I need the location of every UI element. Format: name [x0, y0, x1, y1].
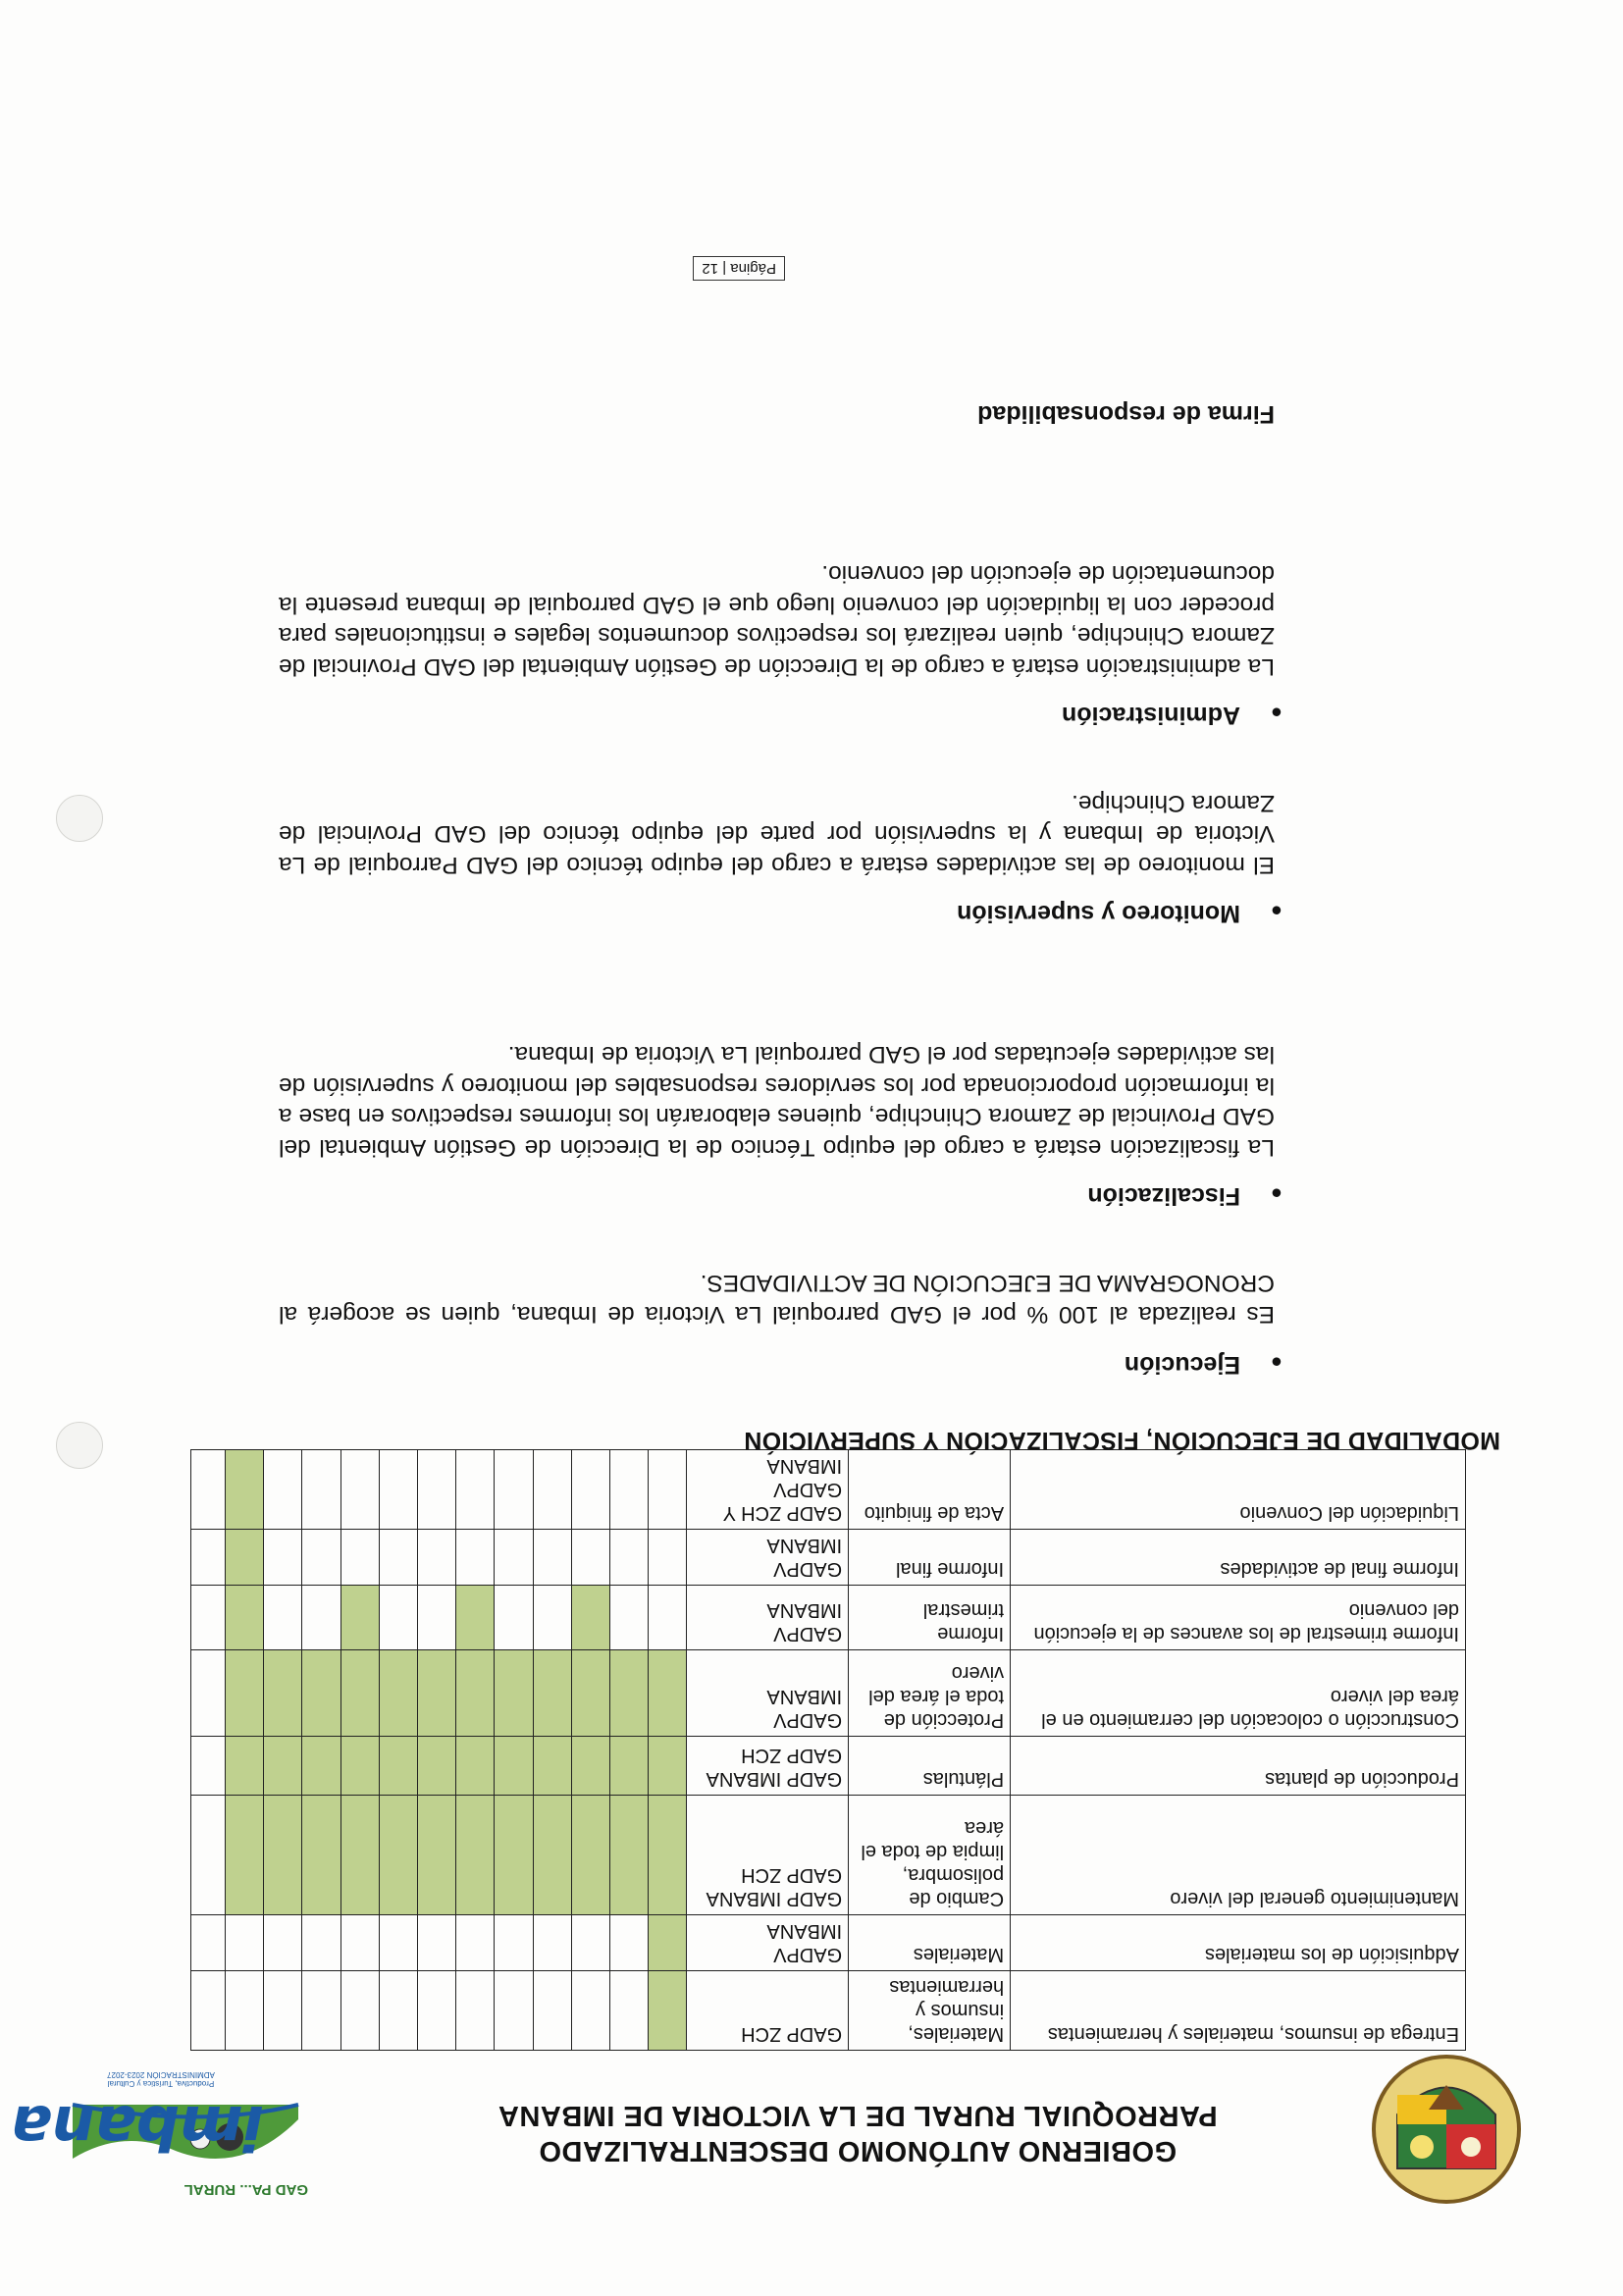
activity-cell: Entrega de insumos, materiales y herramientas — [1011, 1971, 1466, 2051]
month-cell-scheduled — [264, 1650, 302, 1737]
month-cell-empty — [571, 1971, 609, 2051]
table-row — [191, 1586, 1466, 1650]
month-cell-empty — [456, 1971, 495, 2051]
month-cell-empty — [191, 1530, 226, 1586]
month-cell-empty — [302, 1915, 340, 1971]
month-cell-scheduled — [340, 1737, 379, 1796]
month-cell-empty — [418, 1915, 456, 1971]
month-cell-empty — [533, 1971, 571, 2051]
month-cell-scheduled — [649, 1737, 687, 1796]
month-cell-empty — [418, 1971, 456, 2051]
bullet-icon: ● — [1270, 1182, 1283, 1204]
month-cell-scheduled — [418, 1650, 456, 1737]
month-cell-scheduled — [571, 1737, 609, 1796]
month-cell-empty — [418, 1450, 456, 1530]
logo-wordmark: imbana — [10, 2092, 264, 2164]
month-cell-empty — [418, 1586, 456, 1650]
month-cell-empty — [609, 1586, 648, 1650]
month-cell-empty — [456, 1530, 495, 1586]
activity-cell: Informe final de actividades — [1011, 1530, 1466, 1586]
month-cell-scheduled — [609, 1796, 648, 1915]
month-cell-scheduled — [649, 1915, 687, 1971]
table-row — [191, 1971, 1466, 2051]
month-cell-empty — [264, 1971, 302, 2051]
month-cell-scheduled — [456, 1796, 495, 1915]
imbana-logo — [10, 2051, 318, 2198]
table-row — [191, 1650, 1466, 1737]
activity-cell: Mantenimiento general del vivero — [1011, 1796, 1466, 1915]
month-cell-empty — [379, 1971, 417, 2051]
month-cell-empty — [302, 1586, 340, 1650]
month-cell-empty — [649, 1530, 687, 1586]
month-cell-empty — [379, 1530, 417, 1586]
month-cell-scheduled — [571, 1650, 609, 1737]
month-cell-empty — [495, 1586, 533, 1650]
month-cell-scheduled — [495, 1650, 533, 1737]
month-cell-scheduled — [340, 1586, 379, 1650]
month-cell-empty — [609, 1971, 648, 2051]
month-cell-scheduled — [302, 1737, 340, 1796]
table-row — [191, 1530, 1466, 1586]
bullet-icon: ● — [1270, 1351, 1283, 1373]
month-cell-scheduled — [533, 1737, 571, 1796]
month-cell-scheduled — [495, 1796, 533, 1915]
month-cell-scheduled — [649, 1796, 687, 1915]
responsible-cell: GADPV IMBANA — [687, 1915, 849, 1971]
month-cell-empty — [456, 1450, 495, 1530]
product-cell: Protección de toda el área del vivero — [849, 1650, 1011, 1737]
month-cell-scheduled — [609, 1737, 648, 1796]
month-cell-empty — [264, 1586, 302, 1650]
month-cell-scheduled — [609, 1650, 648, 1737]
month-cell-empty — [495, 1971, 533, 2051]
month-cell-empty — [191, 1450, 226, 1530]
month-cell-empty — [379, 1450, 417, 1530]
month-cell-empty — [495, 1915, 533, 1971]
month-cell-empty — [379, 1586, 417, 1650]
heading-fiscalizacion: Fiscalización — [1087, 1182, 1240, 1210]
month-cell-scheduled — [226, 1586, 264, 1650]
month-cell-scheduled — [264, 1737, 302, 1796]
month-cell-scheduled — [340, 1650, 379, 1737]
bullet-icon: ● — [1270, 702, 1283, 723]
month-cell-empty — [340, 1971, 379, 2051]
heading-administracion: Administración — [1062, 702, 1240, 729]
month-cell-empty — [609, 1530, 648, 1586]
logo-subtitle-line-2: ADMINISTRACIÓN 2023-2027 — [107, 2070, 215, 2079]
month-cell-scheduled — [379, 1737, 417, 1796]
paragraph-fiscalizacion: La fiscalización estará a cargo del equipo Técnico de la Dirección de Gestión Ambiental del GAD Provincial de Zamora Chinchipe, quienes elaborarán los informes respectivos en base a la información proporcionada por los servidores responsables del monitoreo y supervisión de las actividades ejecutadas por el GAD parroquial La Victoria de Imbana. — [279, 1041, 1275, 1161]
responsible-cell: GADP ZCH — [687, 1971, 849, 2051]
month-cell-empty — [456, 1915, 495, 1971]
month-cell-scheduled — [533, 1650, 571, 1737]
month-cell-scheduled — [571, 1796, 609, 1915]
month-cell-scheduled — [302, 1796, 340, 1915]
month-cell-empty — [191, 1586, 226, 1650]
month-cell-empty — [226, 1915, 264, 1971]
product-cell: Materiales, insumos y herramientas — [849, 1971, 1011, 2051]
month-cell-empty — [649, 1450, 687, 1530]
activity-cell: Producción de plantas — [1011, 1737, 1466, 1796]
month-cell-scheduled — [649, 1650, 687, 1737]
product-cell: Informe final — [849, 1530, 1011, 1586]
month-cell-scheduled — [226, 1530, 264, 1586]
month-cell-scheduled — [456, 1737, 495, 1796]
month-cell-scheduled — [418, 1796, 456, 1915]
heading-monitoreo: Monitoreo y supervisión — [957, 900, 1240, 927]
month-cell-empty — [302, 1450, 340, 1530]
heading-ejecucion: Ejecución — [1124, 1351, 1240, 1379]
product-cell: Plántulas — [849, 1737, 1011, 1796]
month-cell-scheduled — [649, 1971, 687, 2051]
paragraph-ejecucion: Es realizada al 100 % por el GAD parroquial La Victoria de Imbana, quien se acogerá al CRONOGRAMA DE EJECUCIÓN DE ACTIVIDADES. — [279, 1270, 1275, 1328]
table-row — [191, 1796, 1466, 1915]
responsible-cell: GADPV IMBANA — [687, 1650, 849, 1737]
responsible-cell: GADP ZCH Y GADPV IMBANA — [687, 1450, 849, 1530]
month-cell-scheduled — [264, 1796, 302, 1915]
month-cell-empty — [533, 1915, 571, 1971]
month-cell-scheduled — [495, 1737, 533, 1796]
page-number: Página | 12 — [693, 256, 785, 281]
month-cell-scheduled — [456, 1650, 495, 1737]
month-cell-empty — [264, 1915, 302, 1971]
month-cell-scheduled — [533, 1796, 571, 1915]
month-cell-empty — [571, 1530, 609, 1586]
institution-line-2: PARROQUIAL RURAL DE LA VICTORIA DE IMBANA — [497, 2100, 1218, 2131]
letterhead — [0, 2041, 1623, 2208]
month-cell-scheduled — [226, 1450, 264, 1530]
month-cell-empty — [340, 1915, 379, 1971]
month-cell-empty — [609, 1450, 648, 1530]
paragraph-monitoreo: El monitoreo de las actividades estará a cargo del equipo técnico del GAD Parroquial de La Victoria de Imbana y la supervisión por parte del equipo técnico del GAD Provincial de Zamora Chinchipe. — [279, 790, 1275, 878]
logo-subtitle — [63, 2070, 259, 2088]
month-cell-empty — [418, 1530, 456, 1586]
month-cell-scheduled — [226, 1650, 264, 1737]
month-cell-empty — [302, 1971, 340, 2051]
month-cell-empty — [649, 1586, 687, 1650]
month-cell-empty — [340, 1450, 379, 1530]
activity-schedule-table — [190, 1449, 1466, 2051]
logo-subtitle-line-1: Productiva, Turística y Cultural — [107, 2079, 215, 2088]
responsible-cell: GADPV IMBANA — [687, 1586, 849, 1650]
month-cell-scheduled — [226, 1737, 264, 1796]
month-cell-empty — [340, 1530, 379, 1586]
month-cell-empty — [264, 1450, 302, 1530]
month-cell-empty — [533, 1450, 571, 1530]
activity-cell: Adquisición de los materiales — [1011, 1915, 1466, 1971]
month-cell-empty — [191, 1915, 226, 1971]
punch-hole — [56, 1422, 103, 1469]
month-cell-scheduled — [418, 1737, 456, 1796]
product-cell: Cambio de polisombra, limpia de toda el área — [849, 1796, 1011, 1915]
product-cell: Informe trimestral — [849, 1586, 1011, 1650]
signature-label: Firma de responsabilidad — [977, 400, 1275, 428]
activity-cell: Construcción o colocación del cerramiento en el área del vivero — [1011, 1650, 1466, 1737]
month-cell-empty — [571, 1915, 609, 1971]
month-cell-scheduled — [302, 1650, 340, 1737]
month-cell-empty — [379, 1915, 417, 1971]
month-cell-scheduled — [456, 1586, 495, 1650]
responsible-cell: GADP IMBANA GADP ZCH — [687, 1796, 849, 1915]
month-cell-empty — [191, 1650, 226, 1737]
month-cell-empty — [533, 1530, 571, 1586]
paragraph-administracion: La administración estará a cargo de la Dirección de Gestión Ambiental del GAD Provincial de Zamora Chinchipe, quien realizará los respectivos documentos legales e institucionales para proceder con la liquidación del convenio luego que el GAD parroquial de Imbana presente la documentación de ejecución del convenio. — [279, 560, 1275, 680]
product-cell: Acta de finiquito — [849, 1450, 1011, 1530]
responsible-cell: GADP IMBANA GADP ZCH — [687, 1737, 849, 1796]
institution-line-1: GOBIERNO AUTÓNOMO DESCENTRALIZADO — [538, 2135, 1178, 2166]
month-cell-empty — [191, 1737, 226, 1796]
month-cell-scheduled — [379, 1650, 417, 1737]
month-cell-scheduled — [379, 1796, 417, 1915]
activity-cell: Liquidación del Convenio — [1011, 1450, 1466, 1530]
month-cell-empty — [264, 1530, 302, 1586]
month-cell-empty — [191, 1971, 226, 2051]
month-cell-empty — [302, 1530, 340, 1586]
month-cell-empty — [609, 1915, 648, 1971]
logo-arc-text: GAD PA... RURAL — [183, 2181, 308, 2198]
punch-hole — [56, 795, 103, 842]
bullet-icon: ● — [1270, 900, 1283, 921]
month-cell-empty — [226, 1971, 264, 2051]
institution-name — [416, 2098, 1299, 2168]
parish-seal-icon — [1368, 2051, 1525, 2208]
month-cell-scheduled — [340, 1796, 379, 1915]
responsible-cell: GADPV IMBANA — [687, 1530, 849, 1586]
month-cell-scheduled — [226, 1796, 264, 1915]
table-row — [191, 1737, 1466, 1796]
month-cell-empty — [571, 1450, 609, 1530]
table-row — [191, 1450, 1466, 1530]
month-cell-empty — [495, 1450, 533, 1530]
table-row — [191, 1915, 1466, 1971]
month-cell-empty — [495, 1530, 533, 1586]
product-cell: Materiales — [849, 1915, 1011, 1971]
month-cell-empty — [533, 1586, 571, 1650]
activity-cell: Informe trimestral de los avances de la ejecución del convenio — [1011, 1586, 1466, 1650]
month-cell-scheduled — [571, 1586, 609, 1650]
month-cell-empty — [191, 1796, 226, 1915]
modality-title: MODALIDAD DE EJECUCIÓN, FISCALIZACIÓN Y SUPERVICIÓN — [744, 1427, 1500, 1454]
